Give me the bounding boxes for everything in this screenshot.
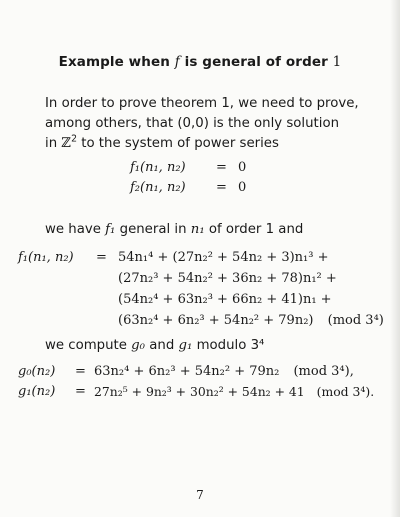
intro-line-3 [45, 134, 385, 154]
title-math-one: 1 [332, 54, 342, 70]
title-text-2: is general of order [179, 54, 333, 70]
system-eq2-rhs: 0 [238, 180, 247, 195]
intro-line-3-post: to the system of power series [77, 136, 279, 151]
expansion-lhs [18, 250, 74, 265]
general-statement [45, 220, 385, 240]
g0-lhs-text: g₀(n₂) [18, 364, 56, 379]
integer-set-exponent: 2 [71, 133, 77, 145]
intro-paragraph [45, 94, 385, 154]
intro-line-3-pre: in [45, 136, 62, 151]
expansion-equals: = [96, 250, 107, 265]
expansion-lhs-text: f₁(n₁, n₂) [18, 250, 74, 265]
g0-lhs [18, 364, 55, 379]
integer-set-symbol: ℤ [61, 136, 72, 151]
intro-line-1: In order to prove theorem 1, we need to prove, [45, 96, 359, 111]
intro-line-2: among others, that (0,0) is the only solution [45, 116, 340, 131]
system-eq1-lhs: f₁(n₁, n₂) [130, 160, 186, 175]
expansion-line-2: (27n₂³ + 54n₂² + 36n₂ + 78)n₁² + [118, 271, 337, 286]
title-text-1: Example when [58, 54, 175, 70]
title-math-f: f [174, 54, 180, 70]
g0-rhs-expr: 63n₂⁴ + 6n₂³ + 54n₂² + 79n₂ [94, 364, 280, 379]
system-eq2-lhs: f₂(n₁, n₂) [130, 180, 186, 195]
general-f1: f₁ [105, 222, 116, 237]
system-eq1-rhs: 0 [238, 160, 247, 175]
g1-lhs [18, 384, 55, 399]
compute-post: modulo 3⁴ [192, 338, 265, 353]
g1-mod: (mod 3⁴). [316, 384, 375, 399]
g1-rhs-expr: 27n₂⁵ + 9n₂³ + 30n₂² + 54n₂ + 41 [94, 384, 305, 399]
compute-statement [45, 336, 385, 356]
system-equation-2 [130, 180, 247, 195]
g0-mod: (mod 3⁴), [293, 364, 354, 379]
compute-and: and [145, 338, 179, 353]
system-eq1-sign: = [216, 160, 227, 175]
compute-g0: g₀ [131, 338, 146, 353]
page-number: 7 [196, 488, 204, 502]
g1-equals: = [75, 384, 86, 399]
expansion-line-1: 54n₁⁴ + (27n₂² + 54n₂ + 3)n₁³ + [118, 250, 329, 265]
general-pre: we have [45, 222, 106, 237]
expansion-line-4 [118, 313, 384, 328]
expansion-line-4-expr: (63n₂⁴ + 6n₂³ + 54n₂² + 79n₂) [118, 313, 314, 328]
slide-title [0, 54, 400, 70]
system-eq2-sign: = [216, 180, 227, 195]
compute-pre: we compute [45, 338, 132, 353]
compute-g1: g₁ [178, 338, 193, 353]
system-equation-1 [130, 160, 247, 175]
general-post: of order 1 and [204, 222, 304, 237]
g1-rhs [94, 384, 374, 399]
general-n1: n₁ [190, 222, 205, 237]
expansion-line-3: (54n₂⁴ + 63n₂³ + 66n₂ + 41)n₁ + [118, 292, 332, 307]
general-mid: general in [115, 222, 191, 237]
expansion-line-4-mod: (mod 3⁴) [327, 313, 384, 328]
g0-rhs [94, 364, 354, 379]
g0-equals: = [75, 364, 86, 379]
g1-lhs-text: g₁(n₂) [18, 384, 56, 399]
page-edge-shadow [390, 0, 400, 517]
